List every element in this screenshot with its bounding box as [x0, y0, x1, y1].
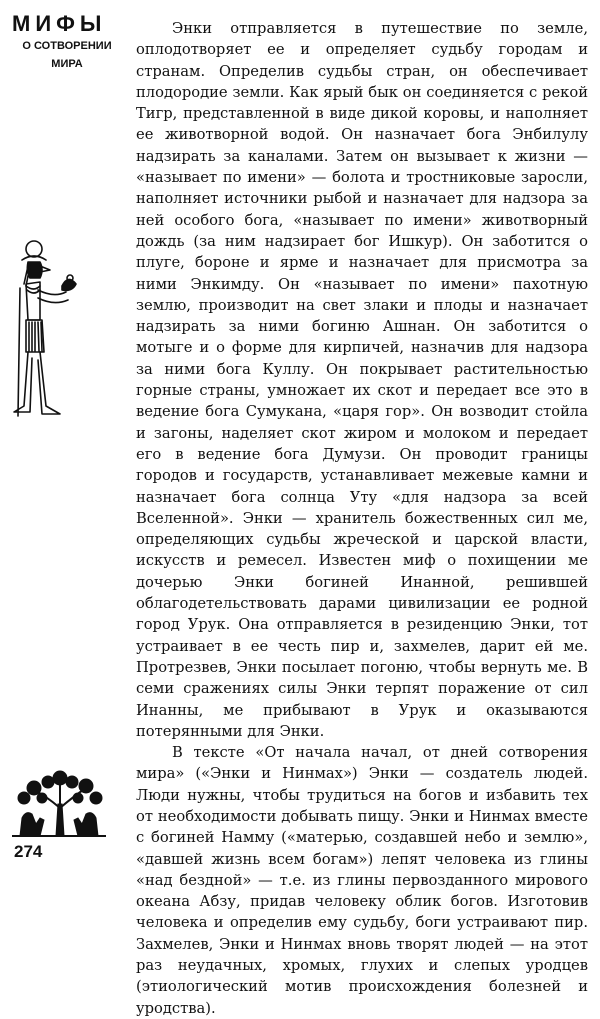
- paragraph: В тексте «От начала начал, от дней сотворения мира» («Энки и Нинмах») Энки — создатель людей. Люди нужны, чтобы трудиться на богов и избавить тех от необходимости добывать пищу. Энки и Нинмах вместе с богиней Намму («матерью, создавшей небо и землю», «давшей жизнь всем богам») лепят человека из глины «над бездной» — т.е. из глины первозданного мирового океана Абзу, придав человеку облик богов. Изготовив человека и определив ему судьбу, боги устраивают пир. Захмелев, Энки и Нинмах вновь творят людей — на этот раз неудачных, хромых, глухих и слепых уродцев (этиологический мотив происхождения болезней и уродства).: [136, 744, 588, 1017]
- section-header: [12, 12, 122, 72]
- decorative-tree-with-animals-icon: [10, 768, 108, 838]
- body-text: [136, 18, 588, 1019]
- page-number: 274: [14, 842, 43, 861]
- paragraph: Энки отправляется в путешествие по земле, оплодотворяет ее и определяет судьбу городам и странам. Определив судьбы стран, он обеспечивает плодородие земли. Как ярый бык он соединяется с рекой Тигр, представленной в виде дикой коровы, и наполняет ее животворной водой. Он назначает бога Энбилулу надзирать за каналами. Затем он вызывает к жизни — «называет по имени» — болота и тростниковые заросли, наполняет источники рыбой и назначает для надзора за ней особого бога, «называет по имени» животворный дождь (за ним надзирает бог Ишкур). Он заботится о плуге, бороне и ярме и назначает для присмотра за ними Энкимду. Он «называет по имени» пахотную землю, производит на свет злаки и плоды и назначает надзирать за ними богиню Ашнан. Он заботится о мотыге и о форме для кирпичей, назначив для надзора за ними бога Куллу. Он покрывает растительностью горные страны, умножает их скот и передает все это в ведение бога Сумукана, «царя гор». Он возводит стойла и загоны, наделяет скот жиром и молоком и передает его в ведение бога Думузи. Он проводит границы городов и государств, устанавливает межевые камни и назначает бога солнца Уту «для надзора за всей Вселенной». Энки — хранитель божественных сил ме, определяющих судьбы жреческой и царской власти, искусств и ремесел. Известен миф о похищении ме дочерью Энки богиней Инанной, решившей облагодетельствовать дарами цивилизации ее родной город Урук. Она отправляется в резиденцию Энки, тот устраивает в ее честь пир и, захмелев, дарит ей ме. Протрезвев, Энки посылает погоню, чтобы вернуть ме. В семи сражениях силы Энки терпят поражение от сил Инанны, ме прибывают в Урук и оказываются потерянными для Энки.: [136, 20, 588, 740]
- section-subtitle-line-1: О СОТВОРЕНИИ: [22, 40, 112, 52]
- section-title: МИФЫ: [12, 11, 107, 36]
- egyptian-deity-figure-icon: [10, 240, 88, 420]
- section-subtitle-line-2: МИРА: [51, 58, 83, 70]
